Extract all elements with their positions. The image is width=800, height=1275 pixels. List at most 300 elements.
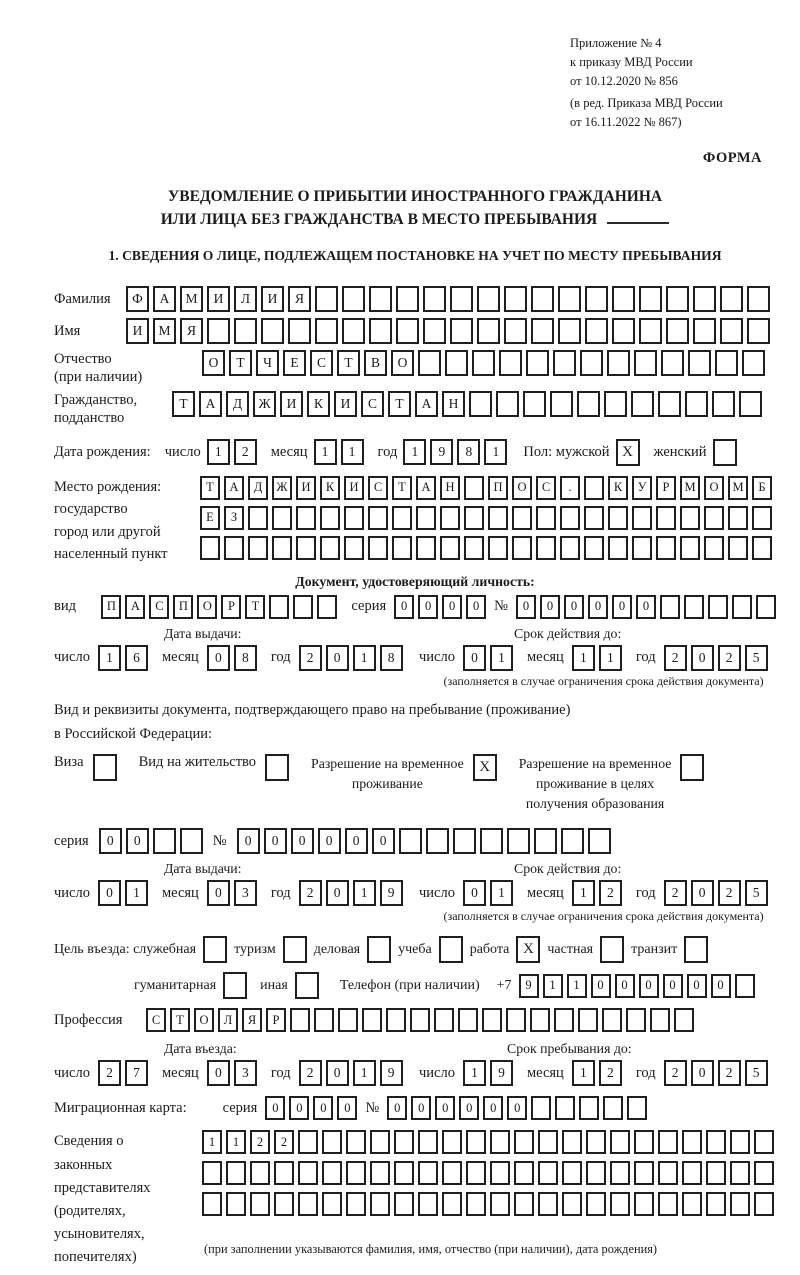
form-cell[interactable]: Д: [226, 391, 249, 417]
form-cell[interactable]: [293, 595, 313, 619]
purpose-tourism-checkbox[interactable]: [283, 936, 307, 963]
form-cell[interactable]: [207, 318, 230, 344]
form-cell[interactable]: [370, 1130, 390, 1154]
form-cell[interactable]: [610, 1130, 630, 1154]
purpose-work-checkbox[interactable]: X: [516, 936, 540, 963]
form-cell[interactable]: [558, 318, 581, 344]
form-cell[interactable]: [732, 595, 752, 619]
form-cell[interactable]: [627, 1096, 647, 1120]
form-cell[interactable]: [603, 1096, 623, 1120]
form-cell[interactable]: 0: [691, 645, 714, 671]
form-cell[interactable]: 1: [572, 1060, 595, 1086]
form-cell[interactable]: 0: [411, 1096, 431, 1120]
form-cell[interactable]: [531, 318, 554, 344]
form-cell[interactable]: [536, 536, 556, 560]
form-cell[interactable]: 0: [394, 595, 414, 619]
form-cell[interactable]: 0: [291, 828, 314, 854]
form-cell[interactable]: 2: [234, 439, 257, 465]
form-cell[interactable]: [730, 1130, 750, 1154]
form-cell[interactable]: [416, 536, 436, 560]
form-cell[interactable]: 3: [234, 880, 257, 906]
form-cell[interactable]: Ж: [272, 476, 292, 500]
form-cell[interactable]: 0: [289, 1096, 309, 1120]
form-cell[interactable]: И: [261, 286, 284, 312]
form-cell[interactable]: Я: [242, 1008, 262, 1032]
form-cell[interactable]: 2: [599, 880, 622, 906]
form-cell[interactable]: [477, 318, 500, 344]
form-cell[interactable]: И: [207, 286, 230, 312]
form-cell[interactable]: О: [704, 476, 724, 500]
form-cell[interactable]: [747, 286, 770, 312]
form-cell[interactable]: [584, 506, 604, 530]
form-cell[interactable]: [202, 1192, 222, 1216]
form-cell[interactable]: [538, 1130, 558, 1154]
form-cell[interactable]: 1: [202, 1130, 222, 1154]
form-cell[interactable]: [464, 476, 484, 500]
form-cell[interactable]: [153, 828, 176, 854]
form-cell[interactable]: [742, 350, 765, 376]
form-cell[interactable]: [507, 828, 530, 854]
form-cell[interactable]: 0: [265, 1096, 285, 1120]
form-cell[interactable]: А: [153, 286, 176, 312]
form-cell[interactable]: [250, 1192, 270, 1216]
form-cell[interactable]: 0: [345, 828, 368, 854]
form-cell[interactable]: [386, 1008, 406, 1032]
form-cell[interactable]: [480, 828, 503, 854]
form-cell[interactable]: М: [153, 318, 176, 344]
form-cell[interactable]: [754, 1130, 774, 1154]
form-cell[interactable]: Р: [266, 1008, 286, 1032]
sex-male-checkbox[interactable]: X: [616, 439, 640, 466]
form-cell[interactable]: [754, 1192, 774, 1216]
form-cell[interactable]: Ф: [126, 286, 149, 312]
form-cell[interactable]: [610, 1161, 630, 1185]
form-cell[interactable]: 0: [588, 595, 608, 619]
form-cell[interactable]: [464, 536, 484, 560]
form-cell[interactable]: [440, 536, 460, 560]
form-cell[interactable]: 1: [314, 439, 337, 465]
form-cell[interactable]: 2: [718, 880, 741, 906]
form-cell[interactable]: 1: [353, 880, 376, 906]
form-cell[interactable]: Т: [200, 476, 220, 500]
form-cell[interactable]: .: [560, 476, 580, 500]
form-cell[interactable]: Д: [248, 476, 268, 500]
form-cell[interactable]: Н: [440, 476, 460, 500]
form-cell[interactable]: 9: [430, 439, 453, 465]
form-cell[interactable]: 0: [564, 595, 584, 619]
form-cell[interactable]: Л: [218, 1008, 238, 1032]
form-cell[interactable]: [392, 506, 412, 530]
form-cell[interactable]: [504, 286, 527, 312]
form-cell[interactable]: О: [197, 595, 217, 619]
form-cell[interactable]: [728, 506, 748, 530]
form-cell[interactable]: [579, 1096, 599, 1120]
form-cell[interactable]: [514, 1192, 534, 1216]
form-cell[interactable]: С: [310, 350, 333, 376]
form-cell[interactable]: [612, 286, 635, 312]
form-cell[interactable]: 1: [543, 974, 563, 998]
form-cell[interactable]: 0: [691, 880, 714, 906]
form-cell[interactable]: [747, 318, 770, 344]
sex-female-checkbox[interactable]: [713, 439, 737, 466]
form-cell[interactable]: [634, 1192, 654, 1216]
form-cell[interactable]: [682, 1161, 702, 1185]
form-cell[interactable]: [490, 1161, 510, 1185]
form-cell[interactable]: 0: [387, 1096, 407, 1120]
form-cell[interactable]: [514, 1161, 534, 1185]
form-cell[interactable]: [248, 536, 268, 560]
form-cell[interactable]: [410, 1008, 430, 1032]
form-cell[interactable]: [536, 506, 556, 530]
form-cell[interactable]: 0: [237, 828, 260, 854]
form-cell[interactable]: [224, 536, 244, 560]
form-cell[interactable]: А: [416, 476, 436, 500]
purpose-official-checkbox[interactable]: [203, 936, 227, 963]
form-cell[interactable]: [756, 595, 776, 619]
form-cell[interactable]: [704, 506, 724, 530]
form-cell[interactable]: [577, 391, 600, 417]
form-cell[interactable]: [534, 828, 557, 854]
form-cell[interactable]: [608, 506, 628, 530]
form-cell[interactable]: [298, 1192, 318, 1216]
form-cell[interactable]: [496, 391, 519, 417]
form-cell[interactable]: [586, 1130, 606, 1154]
form-cell[interactable]: 1: [490, 880, 513, 906]
form-cell[interactable]: 0: [207, 1060, 230, 1086]
form-cell[interactable]: [584, 536, 604, 560]
form-cell[interactable]: [584, 476, 604, 500]
form-cell[interactable]: И: [296, 476, 316, 500]
form-cell[interactable]: Н: [442, 391, 465, 417]
form-cell[interactable]: [261, 318, 284, 344]
form-cell[interactable]: [490, 1192, 510, 1216]
form-cell[interactable]: 1: [403, 439, 426, 465]
form-cell[interactable]: [202, 1161, 222, 1185]
form-cell[interactable]: [685, 391, 708, 417]
form-cell[interactable]: [445, 350, 468, 376]
form-cell[interactable]: [250, 1161, 270, 1185]
form-cell[interactable]: 1: [567, 974, 587, 998]
form-cell[interactable]: [499, 350, 522, 376]
form-cell[interactable]: [735, 974, 755, 998]
form-cell[interactable]: [608, 536, 628, 560]
form-cell[interactable]: [530, 1008, 550, 1032]
form-cell[interactable]: [562, 1130, 582, 1154]
form-cell[interactable]: 0: [435, 1096, 455, 1120]
form-cell[interactable]: 7: [125, 1060, 148, 1086]
form-cell[interactable]: Р: [221, 595, 241, 619]
form-cell[interactable]: [680, 506, 700, 530]
form-cell[interactable]: [580, 350, 603, 376]
form-cell[interactable]: 0: [126, 828, 149, 854]
form-cell[interactable]: К: [307, 391, 330, 417]
form-cell[interactable]: [706, 1130, 726, 1154]
form-cell[interactable]: [450, 318, 473, 344]
form-cell[interactable]: [706, 1161, 726, 1185]
form-cell[interactable]: [612, 318, 635, 344]
form-cell[interactable]: 0: [466, 595, 486, 619]
form-cell[interactable]: [728, 536, 748, 560]
form-cell[interactable]: 0: [483, 1096, 503, 1120]
purpose-study-checkbox[interactable]: [439, 936, 463, 963]
form-cell[interactable]: [392, 536, 412, 560]
form-cell[interactable]: [234, 318, 257, 344]
form-cell[interactable]: [634, 1130, 654, 1154]
form-cell[interactable]: 0: [337, 1096, 357, 1120]
form-cell[interactable]: [666, 286, 689, 312]
form-cell[interactable]: [418, 1161, 438, 1185]
form-cell[interactable]: [650, 1008, 670, 1032]
form-cell[interactable]: [708, 595, 728, 619]
form-cell[interactable]: М: [180, 286, 203, 312]
purpose-other-checkbox[interactable]: [295, 972, 319, 999]
form-cell[interactable]: 0: [463, 645, 486, 671]
form-cell[interactable]: 0: [639, 974, 659, 998]
form-cell[interactable]: 9: [490, 1060, 513, 1086]
form-cell[interactable]: З: [224, 506, 244, 530]
form-cell[interactable]: 0: [463, 880, 486, 906]
form-cell[interactable]: [368, 506, 388, 530]
form-cell[interactable]: 8: [234, 645, 257, 671]
form-cell[interactable]: Ч: [256, 350, 279, 376]
form-cell[interactable]: [586, 1192, 606, 1216]
form-cell[interactable]: [288, 318, 311, 344]
form-cell[interactable]: [693, 286, 716, 312]
form-cell[interactable]: 1: [572, 880, 595, 906]
form-cell[interactable]: [296, 506, 316, 530]
form-cell[interactable]: 0: [98, 880, 121, 906]
form-cell[interactable]: [720, 286, 743, 312]
form-cell[interactable]: [554, 1008, 574, 1032]
form-cell[interactable]: [396, 286, 419, 312]
form-cell[interactable]: [368, 536, 388, 560]
form-cell[interactable]: [553, 350, 576, 376]
form-cell[interactable]: [418, 1192, 438, 1216]
form-cell[interactable]: [658, 391, 681, 417]
form-cell[interactable]: 0: [264, 828, 287, 854]
form-cell[interactable]: [200, 536, 220, 560]
form-cell[interactable]: С: [146, 1008, 166, 1032]
form-cell[interactable]: 0: [318, 828, 341, 854]
form-cell[interactable]: [626, 1008, 646, 1032]
form-cell[interactable]: [560, 506, 580, 530]
form-cell[interactable]: 2: [274, 1130, 294, 1154]
form-cell[interactable]: [688, 350, 711, 376]
form-cell[interactable]: [602, 1008, 622, 1032]
form-cell[interactable]: С: [368, 476, 388, 500]
form-cell[interactable]: [558, 286, 581, 312]
form-cell[interactable]: [607, 350, 630, 376]
form-cell[interactable]: О: [194, 1008, 214, 1032]
form-cell[interactable]: 1: [484, 439, 507, 465]
form-cell[interactable]: [488, 506, 508, 530]
purpose-humanitarian-checkbox[interactable]: [223, 972, 247, 999]
form-cell[interactable]: Т: [388, 391, 411, 417]
form-cell[interactable]: [338, 1008, 358, 1032]
form-cell[interactable]: И: [126, 318, 149, 344]
form-cell[interactable]: [550, 391, 573, 417]
form-cell[interactable]: И: [280, 391, 303, 417]
form-cell[interactable]: [512, 506, 532, 530]
form-cell[interactable]: С: [149, 595, 169, 619]
form-cell[interactable]: 1: [353, 645, 376, 671]
form-cell[interactable]: 0: [459, 1096, 479, 1120]
form-cell[interactable]: 1: [226, 1130, 246, 1154]
form-cell[interactable]: Л: [234, 286, 257, 312]
form-cell[interactable]: [682, 1192, 702, 1216]
form-cell[interactable]: [466, 1130, 486, 1154]
form-cell[interactable]: [656, 506, 676, 530]
form-cell[interactable]: [344, 506, 364, 530]
form-cell[interactable]: [416, 506, 436, 530]
form-cell[interactable]: 1: [463, 1060, 486, 1086]
form-cell[interactable]: [754, 1161, 774, 1185]
form-cell[interactable]: 2: [299, 1060, 322, 1086]
form-cell[interactable]: [370, 1161, 390, 1185]
form-cell[interactable]: [658, 1161, 678, 1185]
form-cell[interactable]: [274, 1161, 294, 1185]
form-cell[interactable]: [346, 1192, 366, 1216]
form-cell[interactable]: 1: [98, 645, 121, 671]
form-cell[interactable]: П: [101, 595, 121, 619]
form-cell[interactable]: [660, 595, 680, 619]
form-cell[interactable]: [346, 1130, 366, 1154]
form-cell[interactable]: [752, 536, 772, 560]
form-cell[interactable]: В: [364, 350, 387, 376]
form-cell[interactable]: Ж: [253, 391, 276, 417]
form-cell[interactable]: [464, 506, 484, 530]
form-cell[interactable]: [298, 1161, 318, 1185]
form-cell[interactable]: [585, 318, 608, 344]
form-cell[interactable]: К: [320, 476, 340, 500]
form-cell[interactable]: Т: [337, 350, 360, 376]
form-cell[interactable]: Р: [656, 476, 676, 500]
form-cell[interactable]: 0: [99, 828, 122, 854]
form-cell[interactable]: [346, 1161, 366, 1185]
form-cell[interactable]: [226, 1192, 246, 1216]
form-cell[interactable]: [488, 536, 508, 560]
form-cell[interactable]: 1: [207, 439, 230, 465]
form-cell[interactable]: [555, 1096, 575, 1120]
form-cell[interactable]: 9: [380, 1060, 403, 1086]
form-cell[interactable]: [453, 828, 476, 854]
form-cell[interactable]: [418, 1130, 438, 1154]
purpose-transit-checkbox[interactable]: [684, 936, 708, 963]
form-cell[interactable]: [314, 1008, 334, 1032]
form-cell[interactable]: [682, 1130, 702, 1154]
form-cell[interactable]: М: [728, 476, 748, 500]
form-cell[interactable]: М: [680, 476, 700, 500]
form-cell[interactable]: [604, 391, 627, 417]
form-cell[interactable]: 2: [664, 880, 687, 906]
form-cell[interactable]: О: [202, 350, 225, 376]
form-cell[interactable]: [272, 536, 292, 560]
form-cell[interactable]: [369, 286, 392, 312]
form-cell[interactable]: [632, 506, 652, 530]
form-cell[interactable]: 0: [207, 880, 230, 906]
form-cell[interactable]: 8: [457, 439, 480, 465]
form-cell[interactable]: [317, 595, 337, 619]
form-cell[interactable]: 0: [663, 974, 683, 998]
form-cell[interactable]: Я: [180, 318, 203, 344]
form-cell[interactable]: [715, 350, 738, 376]
form-cell[interactable]: [423, 286, 446, 312]
form-cell[interactable]: [442, 1192, 462, 1216]
form-cell[interactable]: У: [632, 476, 652, 500]
form-cell[interactable]: [658, 1130, 678, 1154]
form-cell[interactable]: [656, 536, 676, 560]
form-cell[interactable]: 0: [516, 595, 536, 619]
form-cell[interactable]: 2: [599, 1060, 622, 1086]
form-cell[interactable]: [399, 828, 422, 854]
form-cell[interactable]: [248, 506, 268, 530]
form-cell[interactable]: [560, 536, 580, 560]
form-cell[interactable]: [720, 318, 743, 344]
form-cell[interactable]: [226, 1161, 246, 1185]
form-cell[interactable]: [684, 595, 704, 619]
form-cell[interactable]: [634, 1161, 654, 1185]
form-cell[interactable]: И: [344, 476, 364, 500]
form-cell[interactable]: 1: [353, 1060, 376, 1086]
form-cell[interactable]: А: [415, 391, 438, 417]
form-cell[interactable]: А: [199, 391, 222, 417]
form-cell[interactable]: [712, 391, 735, 417]
form-cell[interactable]: [290, 1008, 310, 1032]
form-cell[interactable]: [296, 536, 316, 560]
form-cell[interactable]: 0: [418, 595, 438, 619]
form-cell[interactable]: [666, 318, 689, 344]
form-cell[interactable]: [512, 536, 532, 560]
form-cell[interactable]: [490, 1130, 510, 1154]
form-cell[interactable]: [588, 828, 611, 854]
form-cell[interactable]: 0: [687, 974, 707, 998]
form-cell[interactable]: 0: [326, 645, 349, 671]
rvp-checkbox[interactable]: X: [473, 754, 497, 781]
form-cell[interactable]: [658, 1192, 678, 1216]
form-cell[interactable]: [272, 506, 292, 530]
form-cell[interactable]: 0: [636, 595, 656, 619]
form-cell[interactable]: 1: [341, 439, 364, 465]
form-cell[interactable]: [704, 536, 724, 560]
form-cell[interactable]: [423, 318, 446, 344]
form-cell[interactable]: 0: [615, 974, 635, 998]
form-cell[interactable]: [426, 828, 449, 854]
form-cell[interactable]: [322, 1130, 342, 1154]
form-cell[interactable]: [531, 1096, 551, 1120]
form-cell[interactable]: [693, 318, 716, 344]
form-cell[interactable]: [562, 1161, 582, 1185]
form-cell[interactable]: 0: [326, 880, 349, 906]
form-cell[interactable]: 5: [745, 880, 768, 906]
form-cell[interactable]: [362, 1008, 382, 1032]
form-cell[interactable]: [562, 1192, 582, 1216]
form-cell[interactable]: [504, 318, 527, 344]
form-cell[interactable]: [610, 1192, 630, 1216]
form-cell[interactable]: [320, 536, 340, 560]
form-cell[interactable]: 0: [591, 974, 611, 998]
form-cell[interactable]: 0: [691, 1060, 714, 1086]
form-cell[interactable]: [442, 1161, 462, 1185]
form-cell[interactable]: [434, 1008, 454, 1032]
form-cell[interactable]: [466, 1161, 486, 1185]
form-cell[interactable]: 1: [490, 645, 513, 671]
form-cell[interactable]: [369, 318, 392, 344]
form-cell[interactable]: [674, 1008, 694, 1032]
form-cell[interactable]: 0: [540, 595, 560, 619]
form-cell[interactable]: 2: [250, 1130, 270, 1154]
form-cell[interactable]: 0: [507, 1096, 527, 1120]
form-cell[interactable]: 0: [612, 595, 632, 619]
